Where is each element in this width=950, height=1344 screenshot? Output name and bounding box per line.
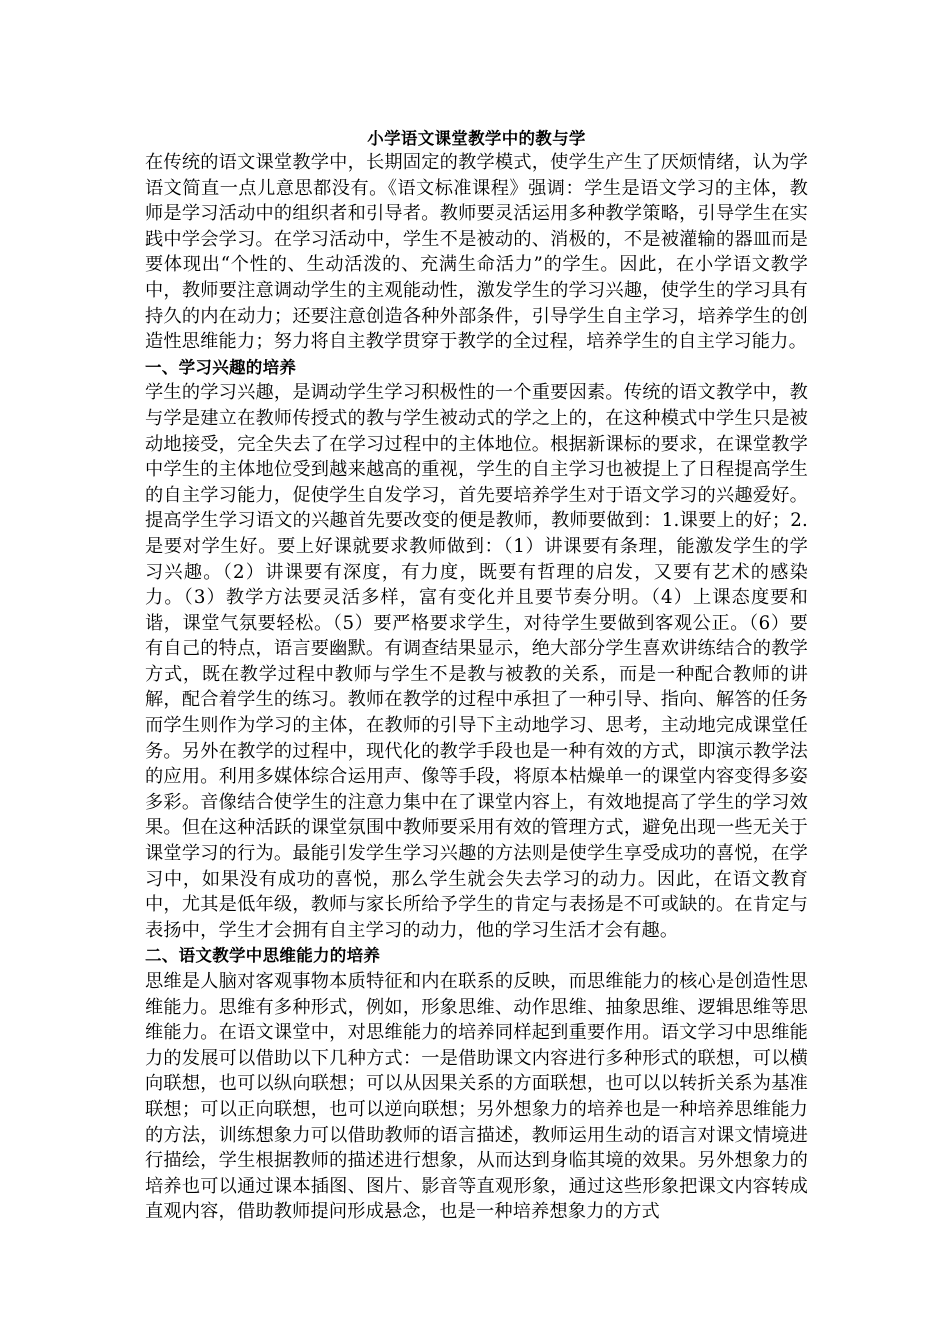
intro-paragraph: 在传统的语文课堂教学中，长期固定的教学模式，使学生产生了厌烦情绪，认为学语文简直一点儿意思都没有。《语文标准课程》强调：学生是语文学习的主体，教师是学习活动中的组织者和引导者。教师要灵活运用多种教学策略，引导学生在实践中学会学习。在学习活动中，学生不是被动的、消极的，不是被灌输的器皿而是要体现出“个性的、生动活泼的、充满生命活力”的学生。因此，在小学语文教学中，教师要注意调动学生的主观能动性，激发学生的学习兴趣，使学生的学习具有持久的内在动力；还要注意创造各种外部条件，引导学生自主学习，培养学生的创造性思维能力；努力将自主教学贯穿于教学的全过程，培养学生的自主学习能力。: [145, 152, 809, 353]
section-body-thinking: 思维是人脑对客观事物本质特征和内在联系的反映，而思维能力的核心是创造性思维能力。思维有多种形式，例如，形象思维、动作思维、抽象思维、逻辑思维等思维能力。在语文课堂中，对思维能力的培养同样起到重要作用。语文学习中思维能力的发展可以借助以下几种方式：一是借助课文内容进行多种形式的联想，可以横向联想，也可以纵向联想；可以从因果关系的方面联想，也可以以转折关系为基准联想；可以正向联想，也可以逆向联想；另外想象力的培养也是一种培养思维能力的方法，训练想象力可以借助教师的语言描述，教师运用生动的语言对课文情境进行描绘，学生根据教师的描述进行想象，从而达到身临其境的效果。另外想象力的培养也可以通过课本插图、图片、影音等直观形象，通过这些形象把课文内容转成直观内容，借助教师提问形成悬念，也是一种培养想象力的方式: [145, 971, 808, 1223]
document-page: [145, 128, 808, 1225]
section-heading-interest: 一、学习兴趣的培养: [145, 357, 297, 377]
section-heading-thinking: 二、语文教学中思维能力的培养: [145, 946, 381, 966]
section-body-interest: 学生的学习兴趣，是调动学生学习积极性的一个重要因素。传统的语文教学中，教与学是建立在教师传授式的教与学生被动式的学之上的，在这种模式中学生只是被动地接受，完全失去了在学习过程中的主体地位。根据新课标的要求，在课堂教学中学生的主体地位受到越来越高的重视，学生的自主学习也被提上了日程提高学生的自主学习能力，促使学生自发学习，首先要培养学生对于语文学习的兴趣爱好。提高学生学习语文的兴趣首先要改变的便是教师，教师要做到：1.课要上的好；2.是要对学生好。要上好课就要求教师做到：（1）讲课要有条理，能激发学生的学习兴趣。（2）讲课要有深度，有力度，既要有哲理的启发，又要有艺术的感染力。（3）教学方法要灵活多样，富有变化并且要节奏分明。（4）上课态度要和谐，课堂气氛要轻松。（5）要严格要求学生，对待学生要做到客观公正。（6）要有自己的特点，语言要幽默。有调查结果显示，绝大部分学生喜欢讲练结合的教学方式，既在教学过程中教师与学生不是教与被教的关系，而是一种配合教师的讲解，配合着学生的练习。教师在教学的过程中承担了一种引导、指向、解答的任务而学生则作为学习的主体，在教师的引导下主动地学习、思考，主动地完成课堂任务。另外在教学的过程中，现代化的教学手段也是一种有效的方式，即演示教学法的应用。利用多媒体综合运用声、像等手段，将原本枯燥单一的课堂内容变得多姿多彩。音像结合使学生的注意力集中在了课堂内容上，有效地提高了学生的学习效果。但在这种活跃的课堂氛围中教师要采用有效的管理方式，避免出现一些无关于课堂学习的行为。最能引发学生学习兴趣的方法则是使学生享受成功的喜悦，在学习中，如果没有成功的喜悦，那么学生就会失去学习的动力。因此，在语文教育中，尤其是低年级，教师与家长所给予学生的肯定与表扬是不可或缺的。在肯定与表扬中，学生才会拥有自主学习的动力，他的学习生活才会有趣。: [145, 382, 808, 941]
document-title: 小学语文课堂教学中的教与学: [367, 129, 586, 148]
